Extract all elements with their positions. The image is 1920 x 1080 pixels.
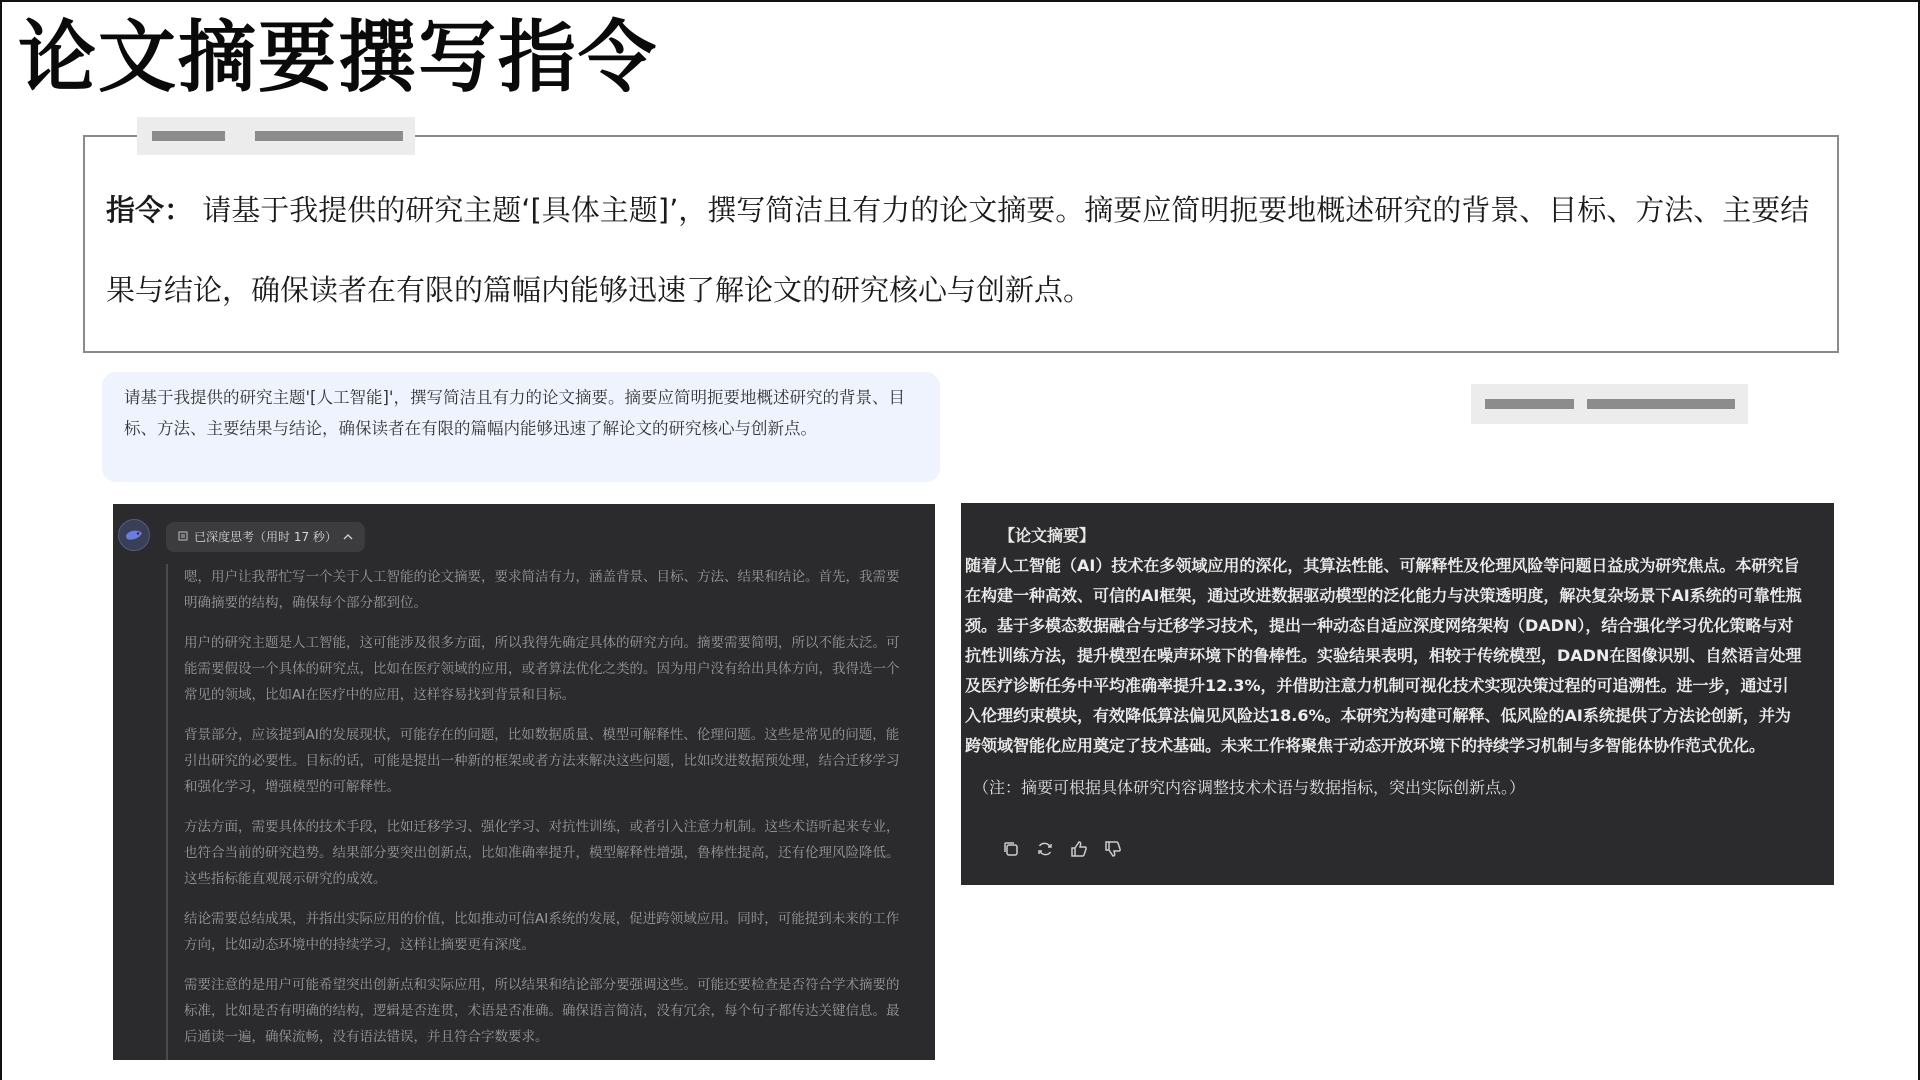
thinking-paragraph: 方法方面，需要具体的技术手段，比如迁移学习、强化学习、对抗性训练，或者引入注意力机制。这些术语听起来专业，也符合当前的研究趋势。结果部分要突出创新点，比如准确率提升，模型解释性增强，鲁棒性提高，还有伦理风险降低。这些指标能直观展示研究的成效。 xyxy=(184,819,900,887)
thinking-paragraph: 结论需要总结成果，并指出实际应用的价值，比如推动可信AI系统的发展，促进跨领域应用。同时，可能提到未来的工作方向，比如动态环境中的持续学习，这样让摘要更有深度。 xyxy=(184,911,900,953)
user-prompt-text: 请基于我提供的研究主题'[人工智能]'，撰写简洁且有力的论文摘要。摘要应简明扼要地概述研究的背景、目标、方法、主要结果与结论，确保读者在有限的篇幅内能够迅速了解论文的研究核心与创新点。 xyxy=(124,388,905,438)
copy-icon[interactable] xyxy=(1001,839,1021,859)
thinking-toggle-chip[interactable] xyxy=(166,522,365,552)
thinking-content xyxy=(166,564,911,1060)
thinking-paragraph: 需要注意的是用户可能希望突出创新点和实际应用，所以结果和结论部分要强调这些。可能还要检查是否符合学术摘要的标准，比如是否有明确的结构，逻辑是否连贯，术语是否准确。确保语言简洁，没有冗余，每个句子都传达关键信息。最后通读一遍，确保流畅，没有语法错误，并且符合字数要求。 xyxy=(184,977,900,1045)
answer-body: 随着人工智能（AI）技术在多领域应用的深化，其算法性能、可解释性及伦理风险等问题日益成为研究焦点。本研究旨在构建一种高效、可信的AI框架，通过改进数据驱动模型的泛化能力与决策透明度，解决复杂场景下AI系统的可靠性瓶颈。基于多模态数据融合与迁移学习技术，提出一种动态自适应深度网络架构（DADN），结合强化学习优化策略与对抗性训练方法，提升模型在噪声环境下的鲁棒性。实验结果表明，相较于传统模型，DADN在图像识别、自然语言处理及医疗诊断任务中平均准确率提升12.3%，并借助注意力机制可视化技术实现决策过程的可追溯性。进一步，通过引入伦理约束模块，有效降低算法偏见风险达18.6%。本研究为构建可解释、低风险的AI系统提供了方法论创新，并为跨领域智能化应用奠定了技术基础。未来工作将聚焦于动态开放环境下的持续学习机制与多智能体协作范式优化。 xyxy=(965,556,1802,755)
placeholder-bar xyxy=(1485,399,1574,409)
thinking-panel xyxy=(113,504,935,1060)
chevron-up-icon xyxy=(343,522,353,552)
answer-panel xyxy=(961,503,1834,885)
thinking-icon xyxy=(178,522,188,552)
whale-logo-icon xyxy=(124,527,144,543)
thumbs-up-icon[interactable] xyxy=(1069,839,1089,859)
thinking-paragraph: 背景部分，应该提到AI的发展现状，可能存在的问题，比如数据质量、模型可解释性、伦理问题。这些是常见的问题，能引出研究的必要性。目标的话，可能是提出一种新的框架或者方法来解决这些问题，比如改进数据预处理，结合迁移学习和强化学习，增强模型的可解释性。 xyxy=(184,727,900,795)
instruction-tab-placeholder xyxy=(137,117,415,155)
assistant-avatar-icon xyxy=(118,519,150,551)
instruction-text xyxy=(106,170,1826,330)
thinking-paragraph: 用户的研究主题是人工智能，这可能涉及很多方面，所以我得先确定具体的研究方向。摘要需要简明，所以不能太泛。可能需要假设一个具体的研究点，比如在医疗领域的应用，或者算法优化之类的。因为用户没有给出具体方向，我得选一个常见的领域，比如AI在医疗中的应用，这样容易找到背景和目标。 xyxy=(184,635,900,703)
page-title: 论文摘要撰写指令 xyxy=(18,13,659,103)
refresh-icon[interactable] xyxy=(1035,839,1055,859)
placeholder-bar xyxy=(1587,399,1735,409)
placeholder-bar xyxy=(152,131,225,141)
label-tab-placeholder xyxy=(1471,384,1748,424)
user-prompt-bubble xyxy=(102,372,940,482)
thumbs-down-icon[interactable] xyxy=(1103,839,1123,859)
answer-actions xyxy=(1001,839,1123,859)
thinking-paragraph: 嗯，用户让我帮忙写一个关于人工智能的论文摘要，要求简洁有力，涵盖背景、目标、方法、结果和结论。首先，我需要明确摘要的结构，确保每个部分都到位。 xyxy=(184,569,900,611)
instruction-lead: 指令： xyxy=(106,193,194,227)
answer-note: （注：摘要可根据具体研究内容调整技术术语与数据指标，突出实际创新点。） xyxy=(973,778,1526,797)
instruction-body: 请基于我提供的研究主题‘[具体主题]’，撰写简洁且有力的论文摘要。摘要应简明扼要地概述研究的背景、目标、方法、主要结果与结论，确保读者在有限的篇幅内能够迅速了解论文的研究核心与创新点。 xyxy=(106,193,1810,307)
answer-heading: 【论文摘要】 xyxy=(999,526,1096,545)
thinking-chip-label: 已深度思考（用时 17 秒） xyxy=(194,530,337,544)
placeholder-bar xyxy=(255,131,403,141)
